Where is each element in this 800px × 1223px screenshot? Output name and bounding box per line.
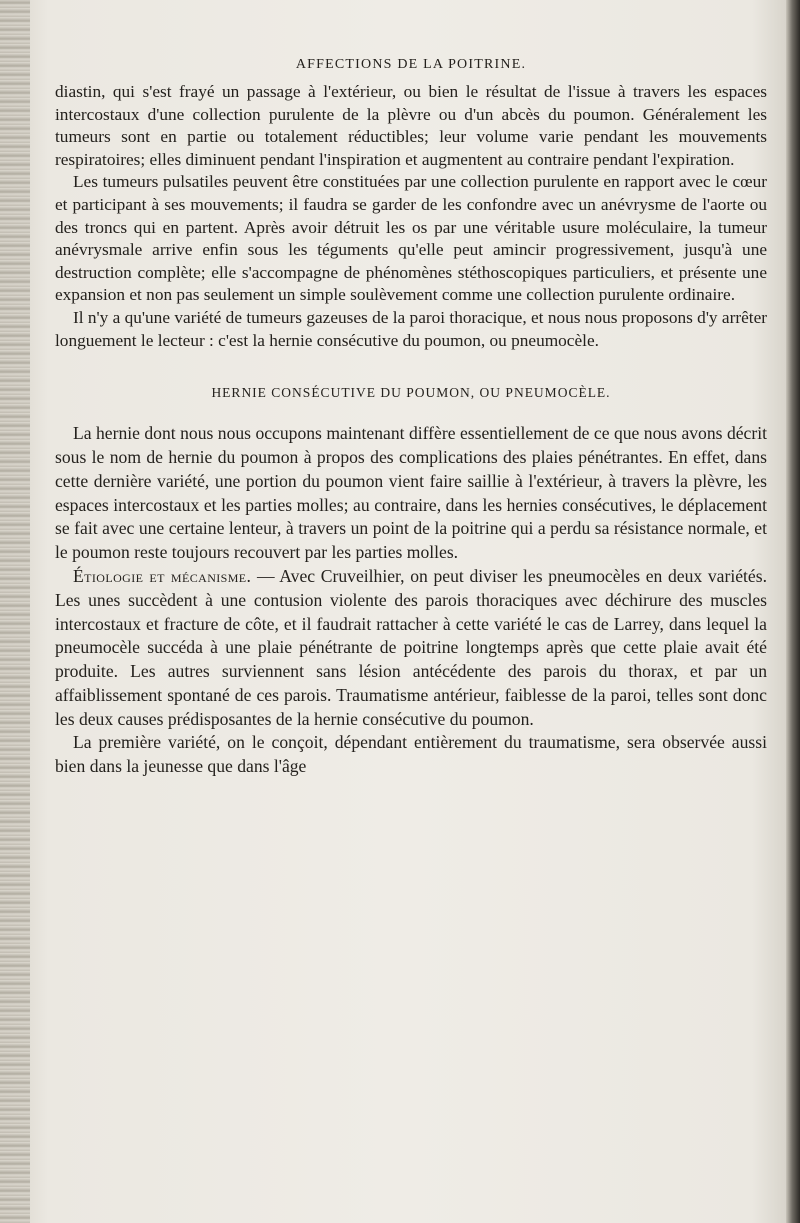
paragraph-continued: diastin, qui s'est frayé un passage à l'extérieur, ou bien le résultat de l'issue à travers les espaces intercostaux d'une collection purulente de la plèvre ou d'un abcès du poumon. Généralement les tumeurs sont en partie ou totalement réductibles; leur volume varie pendant les mouvements respiratoires; elles diminuent pendant l'inspiration et augmentent au contraire pendant l'expiration.: [55, 82, 767, 169]
paragraph-etiology: [55, 565, 767, 732]
page-text-block: [55, 55, 767, 779]
section-title: HERNIE CONSÉCUTIVE DU POUMON, OU PNEUMOCÈLE.: [211, 385, 611, 401]
page-gutter-left: [0, 0, 30, 1223]
paragraph-gaseous-tumors: Il n'y a qu'une variété de tumeurs gazeuses de la paroi thoracique, et nous nous proposons d'y arrêter longuement le lecteur : c'est la hernie consécutive du poumon, ou pneumocèle.: [55, 307, 767, 350]
page-edge-right: [786, 0, 800, 1223]
paragraph-intro: La hernie dont nous nous occupons maintenant diffère essentiellement de ce que nous avons décrit sous le nom de hernie du poumon à propos des complications des plaies pénétrantes. En effet, dans cette dernière variété, une portion du poumon vient faire saillie à l'extérieur, à travers la plèvre, les espaces intercostaux et les parties molles; au contraire, dans les hernies consécutives, le déplacement se fait avec une certaine lenteur, à travers un point de la poitrine qui a perdu sa résistance normale, et le poumon reste toujours recouvert par les parties molles.: [55, 423, 767, 563]
paragraph-first-variety: La première variété, on le conçoit, dépendant entièrement du traumatisme, sera observée aussi bien dans la jeunesse que dans l'âge: [55, 732, 767, 777]
etiology-heading: Étiologie et mécanisme.: [73, 565, 252, 586]
paragraph-pulsatile-tumors: Les tumeurs pulsatiles peuvent être constituées par une collection purulente en rapport avec le cœur et participant à ses mouvements; il faudra se garder de les confondre avec un anévrysme de l'aorte ou des troncs qui en partent. Après avoir détruit les os par une véritable usure moléculaire, la tumeur anévrysmale arrive enfin sous les téguments qu'elle peut amincir progressivement, jusqu'à une destruction complète; elle s'accompagne de phénomènes stéthoscopiques particuliers, et présente une expansion et non pas seulement un simple soulèvement comme une collection purulente ordinaire.: [55, 172, 767, 305]
running-head: AFFECTIONS DE LA POITRINE.: [295, 57, 527, 72]
etiology-text: — Avec Cruveilhier, on peut diviser les pneumocèles en deux variétés. Les unes succèdent à une contusion violente des parois thoraciques avec déchirure des muscles intercostaux et fracture de côte, et il faudrait rattacher à cette variété le cas de Larrey, dans lequel la pneumocèle succéda à une plaie pénétrante de poitrine longtemps après que cette plaie avait été produite. Les autres surviennent sans lésion antécédente des parois du thorax, et par un affaiblissement spontané de ces parois. Traumatisme antérieur, faiblesse de la paroi, telles sont donc les deux causes prédisposantes de la hernie consécutive du poumon.: [55, 565, 767, 729]
